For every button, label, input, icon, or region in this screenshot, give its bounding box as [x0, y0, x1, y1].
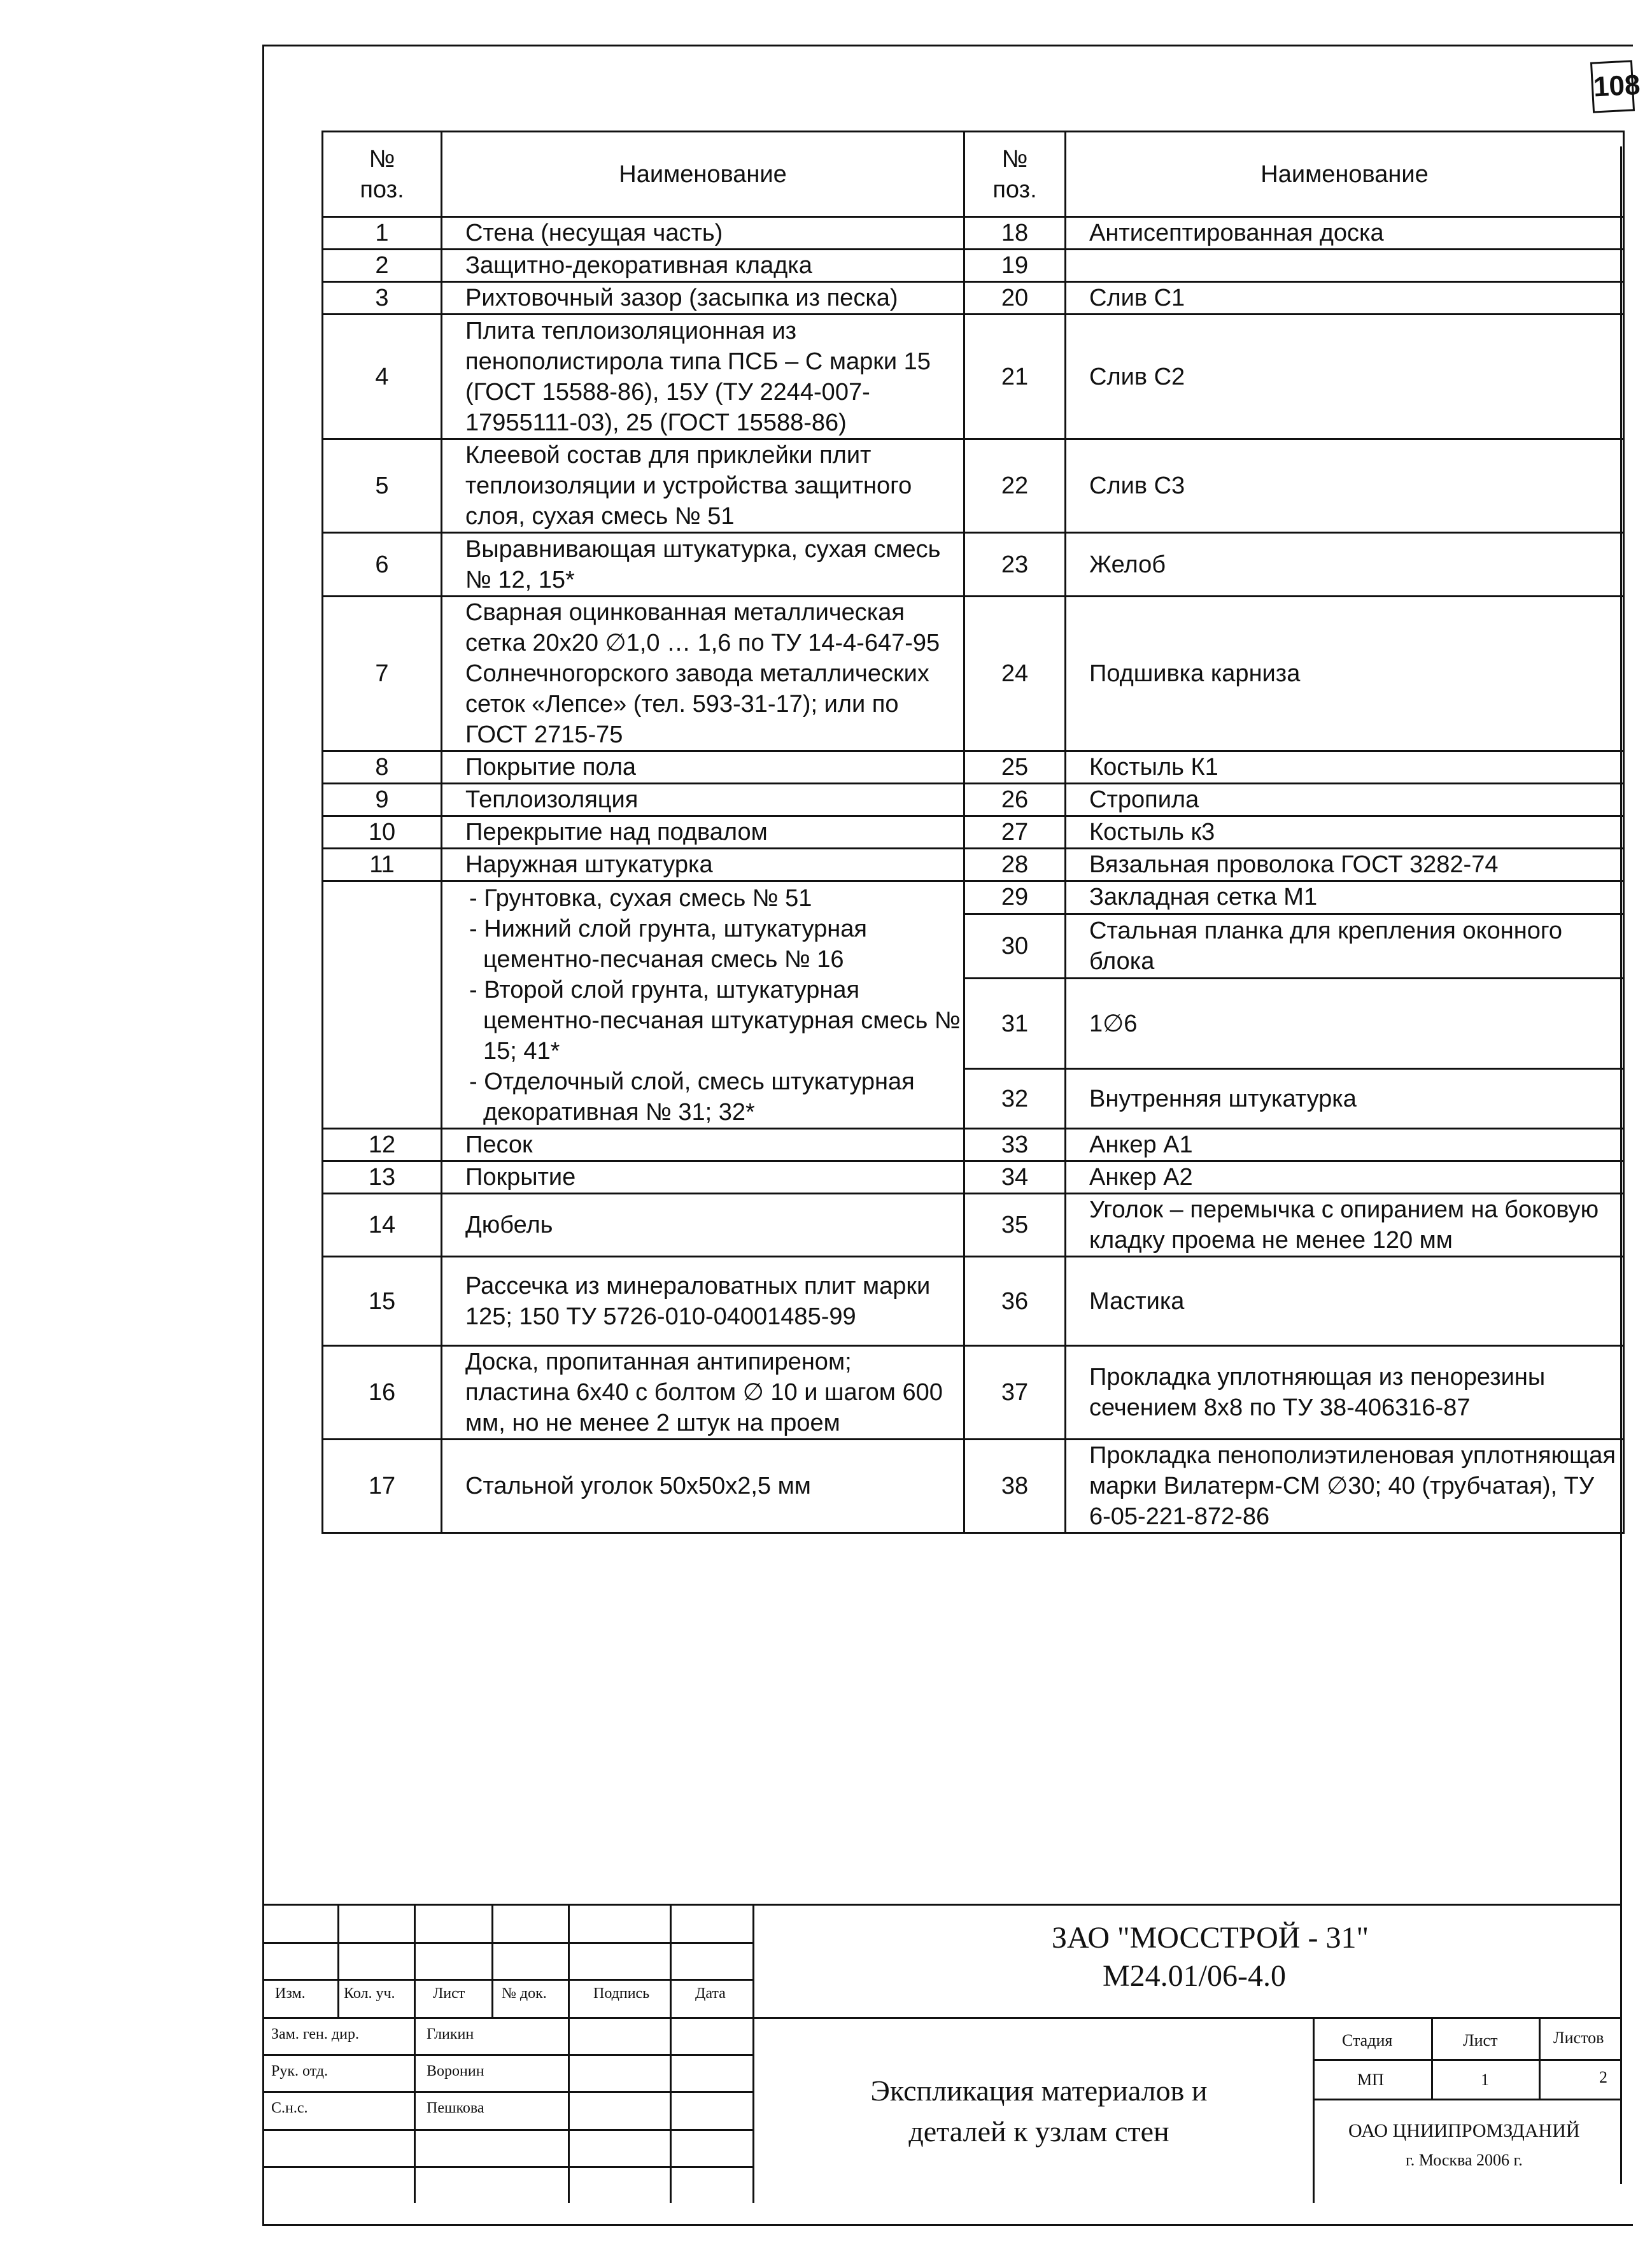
- page-number: 108: [1590, 60, 1635, 113]
- table-row: [323, 217, 1624, 250]
- table-row: [323, 784, 1624, 816]
- col-data: Дата: [695, 1985, 726, 2002]
- pos-number: 29: [964, 881, 1066, 914]
- table-row: [323, 282, 1624, 315]
- pos-number: 17: [323, 1440, 442, 1533]
- pos-number: 13: [323, 1161, 442, 1194]
- table-row: [323, 597, 1624, 751]
- item-name: Антисептированная доска: [1066, 217, 1624, 250]
- item-name: Вязальная проволока ГОСТ 3282-74: [1066, 849, 1624, 881]
- table-row: [323, 1129, 1624, 1161]
- pos-number: 32: [964, 1069, 1066, 1129]
- pos-number: 5: [323, 439, 442, 533]
- item-name: Слив С3: [1066, 439, 1624, 533]
- item-name: Рихтовочный зазор (засыпка из песка): [442, 282, 964, 315]
- sheets-value: 2: [1599, 2068, 1607, 2086]
- sheets-label: Листов: [1553, 2029, 1604, 2047]
- role-3: С.н.с.: [271, 2100, 308, 2116]
- table-row: [323, 1161, 1624, 1194]
- item-name: [1066, 250, 1624, 282]
- item-name: Выравнивающая штукатурка, сухая смесь № 12, 15*: [442, 533, 964, 597]
- pos-number: 2: [323, 250, 442, 282]
- pos-number: 15: [323, 1257, 442, 1346]
- item-name: Теплоизоляция: [442, 784, 964, 816]
- table-row: [323, 315, 1624, 439]
- pos-number: 16: [323, 1346, 442, 1440]
- pos-number: 19: [964, 250, 1066, 282]
- doc-title-line-1: Экспликация материалов и: [870, 2074, 1208, 2107]
- pos-number: 21: [964, 315, 1066, 439]
- item-name: Закладная сетка М1: [1066, 881, 1624, 914]
- pos-number: 26: [964, 784, 1066, 816]
- pos-number: 22: [964, 439, 1066, 533]
- item-name: Костыль к3: [1066, 816, 1624, 849]
- stage-value: МП: [1357, 2071, 1384, 2089]
- pos-number: 14: [323, 1194, 442, 1257]
- item-name: Анкер А2: [1066, 1161, 1624, 1194]
- header-pos-2: № поз.: [964, 132, 1066, 217]
- pos-number: 12: [323, 1129, 442, 1161]
- project-code: М24.01/06-4.0: [1103, 1959, 1286, 1993]
- pos-number: 33: [964, 1129, 1066, 1161]
- table-row: [323, 250, 1624, 282]
- plaster-layer-item: - Второй слой грунта, штукатурная цементно-песчаная штукатурная смесь № 15; 41*: [469, 977, 961, 1065]
- table-row: [323, 816, 1624, 849]
- pos-number: 10: [323, 816, 442, 849]
- pos-number: 25: [964, 751, 1066, 784]
- item-name: Стропила: [1066, 784, 1624, 816]
- pos-number: 38: [964, 1440, 1066, 1533]
- item-name: Рассечка из минераловатных плит марки 125; 150 ТУ 5726-010-04001485-99: [442, 1257, 964, 1346]
- plaster-layer-item: - Нижний слой грунта, штукатурная цементно-песчаная смесь № 16: [469, 916, 867, 973]
- pos-number: 37: [964, 1346, 1066, 1440]
- item-name: Сварная оцинкованная металлическая сетка 20х20 ∅1,0 … 1,6 по ТУ 14-4-647-95 Солнечногорского завода металлических сеток «Лепсе» (тел. 593-31-17); или по ГОСТ 2715-75: [442, 597, 964, 751]
- item-name: Стена (несущая часть): [442, 217, 964, 250]
- pos-number: 30: [964, 914, 1066, 978]
- item-name: 1∅6: [1066, 978, 1624, 1069]
- item-name: Стальной уголок 50х50х2,5 мм: [442, 1440, 964, 1533]
- title-block: [262, 1904, 1620, 2203]
- doc-title-line-2: деталей к узлам стен: [908, 2115, 1169, 2148]
- pos-number: 11: [323, 849, 442, 881]
- table-row: [323, 751, 1624, 784]
- pos-number: 34: [964, 1161, 1066, 1194]
- item-name: Костыль К1: [1066, 751, 1624, 784]
- signer-2: Воронин: [427, 2063, 484, 2079]
- plaster-layer-item: - Отделочный слой, смесь штукатурная декоративная № 31; 32*: [469, 1068, 915, 1126]
- item-name: Плита теплоизоляционная из пенополистирола типа ПСБ – С марки 15 (ГОСТ 15588-86), 15У (ТУ 2244-007-17955111-03), 25 (ГОСТ 15588-86): [442, 315, 964, 439]
- pos-number: 8: [323, 751, 442, 784]
- col-kol: Кол. уч.: [344, 1985, 395, 2002]
- materials-table: [321, 131, 1625, 1534]
- pos-number: 20: [964, 282, 1066, 315]
- pos-number: 36: [964, 1257, 1066, 1346]
- stage-label: Стадия: [1342, 2031, 1393, 2050]
- table-row: [323, 1194, 1624, 1257]
- table-row: [323, 533, 1624, 597]
- header-name-1: Наименование: [442, 132, 964, 217]
- item-name: Покрытие: [442, 1161, 964, 1194]
- pos-number: 1: [323, 217, 442, 250]
- pos-number: 7: [323, 597, 442, 751]
- col-izm: Изм.: [275, 1985, 306, 2002]
- item-name: Клеевой состав для приклейки плит теплоизоляции и устройства защитного слоя, сухая смесь № 51: [442, 439, 964, 533]
- signer-1: Гликин: [427, 2026, 474, 2043]
- plaster-layer-item: - Грунтовка, сухая смесь № 51: [469, 885, 812, 912]
- pos-number: 31: [964, 978, 1066, 1069]
- sheet-value: 1: [1481, 2071, 1489, 2089]
- item-name: Наружная штукатурка: [442, 849, 964, 881]
- organization: ОАО ЦНИИПРОМЗДАНИЙ: [1348, 2120, 1580, 2141]
- pos-number: 9: [323, 784, 442, 816]
- pos-number: 6: [323, 533, 442, 597]
- pos-number: 28: [964, 849, 1066, 881]
- pos-number: 27: [964, 816, 1066, 849]
- table-row: [323, 439, 1624, 533]
- item-name: Перекрытие над подвалом: [442, 816, 964, 849]
- item-name: Прокладка пенополиэтиленовая уплотняющая марки Вилатерм-СМ ∅30; 40 (трубчатая), ТУ 6-05-221-872-86: [1066, 1440, 1624, 1533]
- header-pos-1: № поз.: [323, 132, 442, 217]
- col-ndok: № док.: [502, 1985, 547, 2002]
- table-row: [323, 1440, 1624, 1533]
- pos-number: 18: [964, 217, 1066, 250]
- pos-number: 23: [964, 533, 1066, 597]
- pos-number: 4: [323, 315, 442, 439]
- signer-3: Пешкова: [427, 2100, 484, 2116]
- table-row: [323, 849, 1624, 881]
- pos-number: 3: [323, 282, 442, 315]
- table-row: [323, 881, 1624, 914]
- city-year: г. Москва 2006 г.: [1406, 2151, 1523, 2169]
- item-name: Желоб: [1066, 533, 1624, 597]
- item-name: Слив С2: [1066, 315, 1624, 439]
- table-header-row: [323, 132, 1624, 217]
- col-podpis: Подпись: [593, 1985, 650, 2002]
- item-name: Слив С1: [1066, 282, 1624, 315]
- header-name-2: Наименование: [1066, 132, 1624, 217]
- col-list: Лист: [433, 1985, 465, 2002]
- table-row: [323, 1346, 1624, 1440]
- item-name: Прокладка уплотняющая из пенорезины сечением 8х8 по ТУ 38-406316-87: [1066, 1346, 1624, 1440]
- item-name: Подшивка карниза: [1066, 597, 1624, 751]
- item-name: Песок: [442, 1129, 964, 1161]
- item-name: Покрытие пола: [442, 751, 964, 784]
- item-name: Защитно-декоративная кладка: [442, 250, 964, 282]
- pos-number-empty: [323, 881, 442, 1129]
- item-name: Доска, пропитанная антипиреном; пластина 6х40 с болтом ∅ 10 и шагом 600 мм, но не менее 2 штук на проем: [442, 1346, 964, 1440]
- item-name: Стальная планка для крепления оконного блока: [1066, 914, 1624, 978]
- pos-number: 35: [964, 1194, 1066, 1257]
- item-name: Внутренняя штукатурка: [1066, 1069, 1624, 1129]
- item-name: Дюбель: [442, 1194, 964, 1257]
- company-name: ЗАО "МОССТРОЙ - 31": [1052, 1921, 1369, 1955]
- item-name: Уголок – перемычка с опиранием на боковую кладку проема не менее 120 мм: [1066, 1194, 1624, 1257]
- item-name: Мастика: [1066, 1257, 1624, 1346]
- role-1: Зам. ген. дир.: [271, 2026, 359, 2043]
- table-row: [323, 1257, 1624, 1346]
- sheet-label: Лист: [1463, 2031, 1498, 2050]
- plaster-layers-list: [442, 881, 964, 1129]
- pos-number: 24: [964, 597, 1066, 751]
- item-name: Анкер А1: [1066, 1129, 1624, 1161]
- role-2: Рук. отд.: [271, 2063, 328, 2079]
